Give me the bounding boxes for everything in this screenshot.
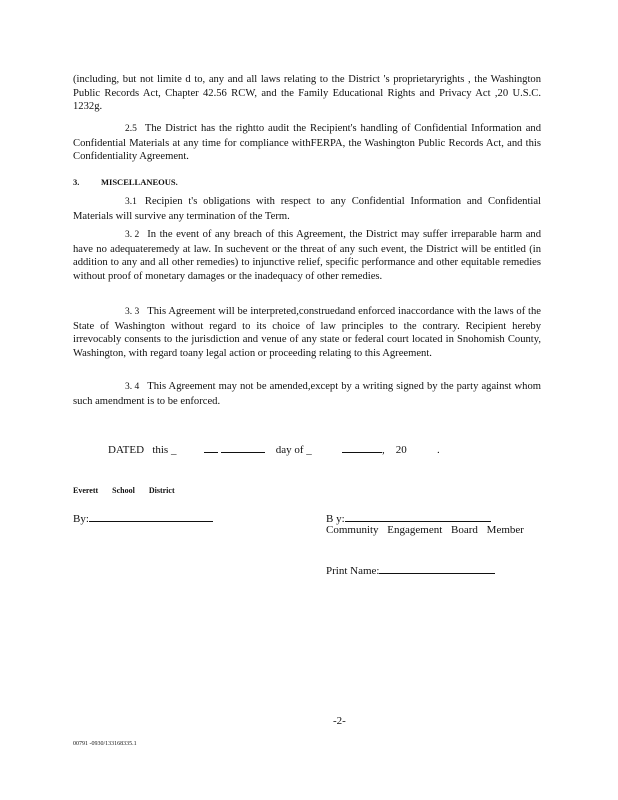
dated-comma: ,	[382, 444, 385, 456]
page-number: -2-	[333, 715, 346, 727]
section-number: 3.	[73, 177, 80, 187]
section-heading	[73, 177, 178, 187]
paragraph-number: 3. 4	[125, 382, 140, 392]
paragraph-number: 3. 3	[125, 307, 140, 317]
month-blank[interactable]	[342, 441, 382, 453]
dated-this: this _	[152, 444, 177, 456]
paragraph-3-1	[73, 195, 541, 223]
paragraph-3-2	[73, 228, 541, 283]
by-label: By:	[73, 513, 89, 525]
paragraph-3-4	[73, 380, 541, 408]
by-label: B y:	[326, 513, 345, 525]
dated-label: DATED	[108, 444, 145, 456]
signature-by-right	[326, 510, 491, 525]
paragraph-2-5	[73, 122, 541, 164]
paragraph-text: This Agreement will be interpreted,construedand enforced inaccordance with the laws of the State of Washington without regard to its choice of law principles to the contrary. Recipient hereby irrevocably consents to the jurisdiction and venue of any state or federal court located in Snohomish County, Washington, with regard toany legal action or proceeding relating to this Agreement.	[73, 306, 541, 359]
signature-blank-left[interactable]	[89, 510, 213, 522]
dated-year: 20	[395, 444, 407, 456]
day-blank[interactable]	[221, 441, 265, 453]
signature-by-left	[73, 510, 213, 525]
signature-blank-right[interactable]	[345, 510, 491, 522]
paragraph-3-3	[73, 305, 541, 360]
print-name-line	[326, 562, 495, 577]
paragraph-continuation: (including, but not limite d to, any and all laws relating to the District 's proprietaryrights , the Washington Public Records Act, Chapter 42.56 RCW, and the Family Educational Rights and Privacy Act ,20 U.S.C. 1232g.	[73, 74, 541, 113]
paragraph-text: This Agreement may not be amended,except by a writing signed by the party against whom such amendment is to be enforced.	[73, 381, 541, 407]
paragraph-number: 2.5	[125, 124, 137, 134]
print-name-label: Print Name:	[326, 565, 380, 577]
paragraph-number: 3.1	[125, 197, 137, 207]
dated-day-of: day of _	[275, 444, 312, 456]
section-title: MISCELLANEOUS.	[101, 177, 178, 187]
paragraph-text: The District has the rightto audit the Recipient's handling of Confidential Information and Confidential Materials at any time for compliance withFERPA, the Washington Public Records Act, and this Confidentiality Agreement.	[73, 123, 541, 163]
dated-line	[108, 441, 440, 456]
blank-line[interactable]	[204, 441, 218, 453]
paragraph-text: In the event of any breach of this Agreement, the District may suffer irreparable harm and have no adequateremedy at law. In suchevent or the threat of any such event, the District will be entitled (in addition to any and all other remedies) to injunctive relief, specific performance and other equitable remedies without proof of monetary damages or the inadequacy of other remedies.	[73, 229, 541, 282]
signer-role: Community Engagement Board Member	[326, 524, 524, 536]
dated-period: .	[437, 444, 440, 456]
paragraph-number: 3. 2	[125, 230, 140, 240]
footer-doc-code: 00791 -0930/133168335.1	[73, 741, 137, 747]
print-name-blank[interactable]	[379, 562, 495, 574]
paragraph-text: Recipien t's obligations with respect to any Confidential Information and Confidential Materials will survive any termination of the Term.	[73, 196, 541, 222]
organization-name: Everett School District	[73, 486, 175, 495]
